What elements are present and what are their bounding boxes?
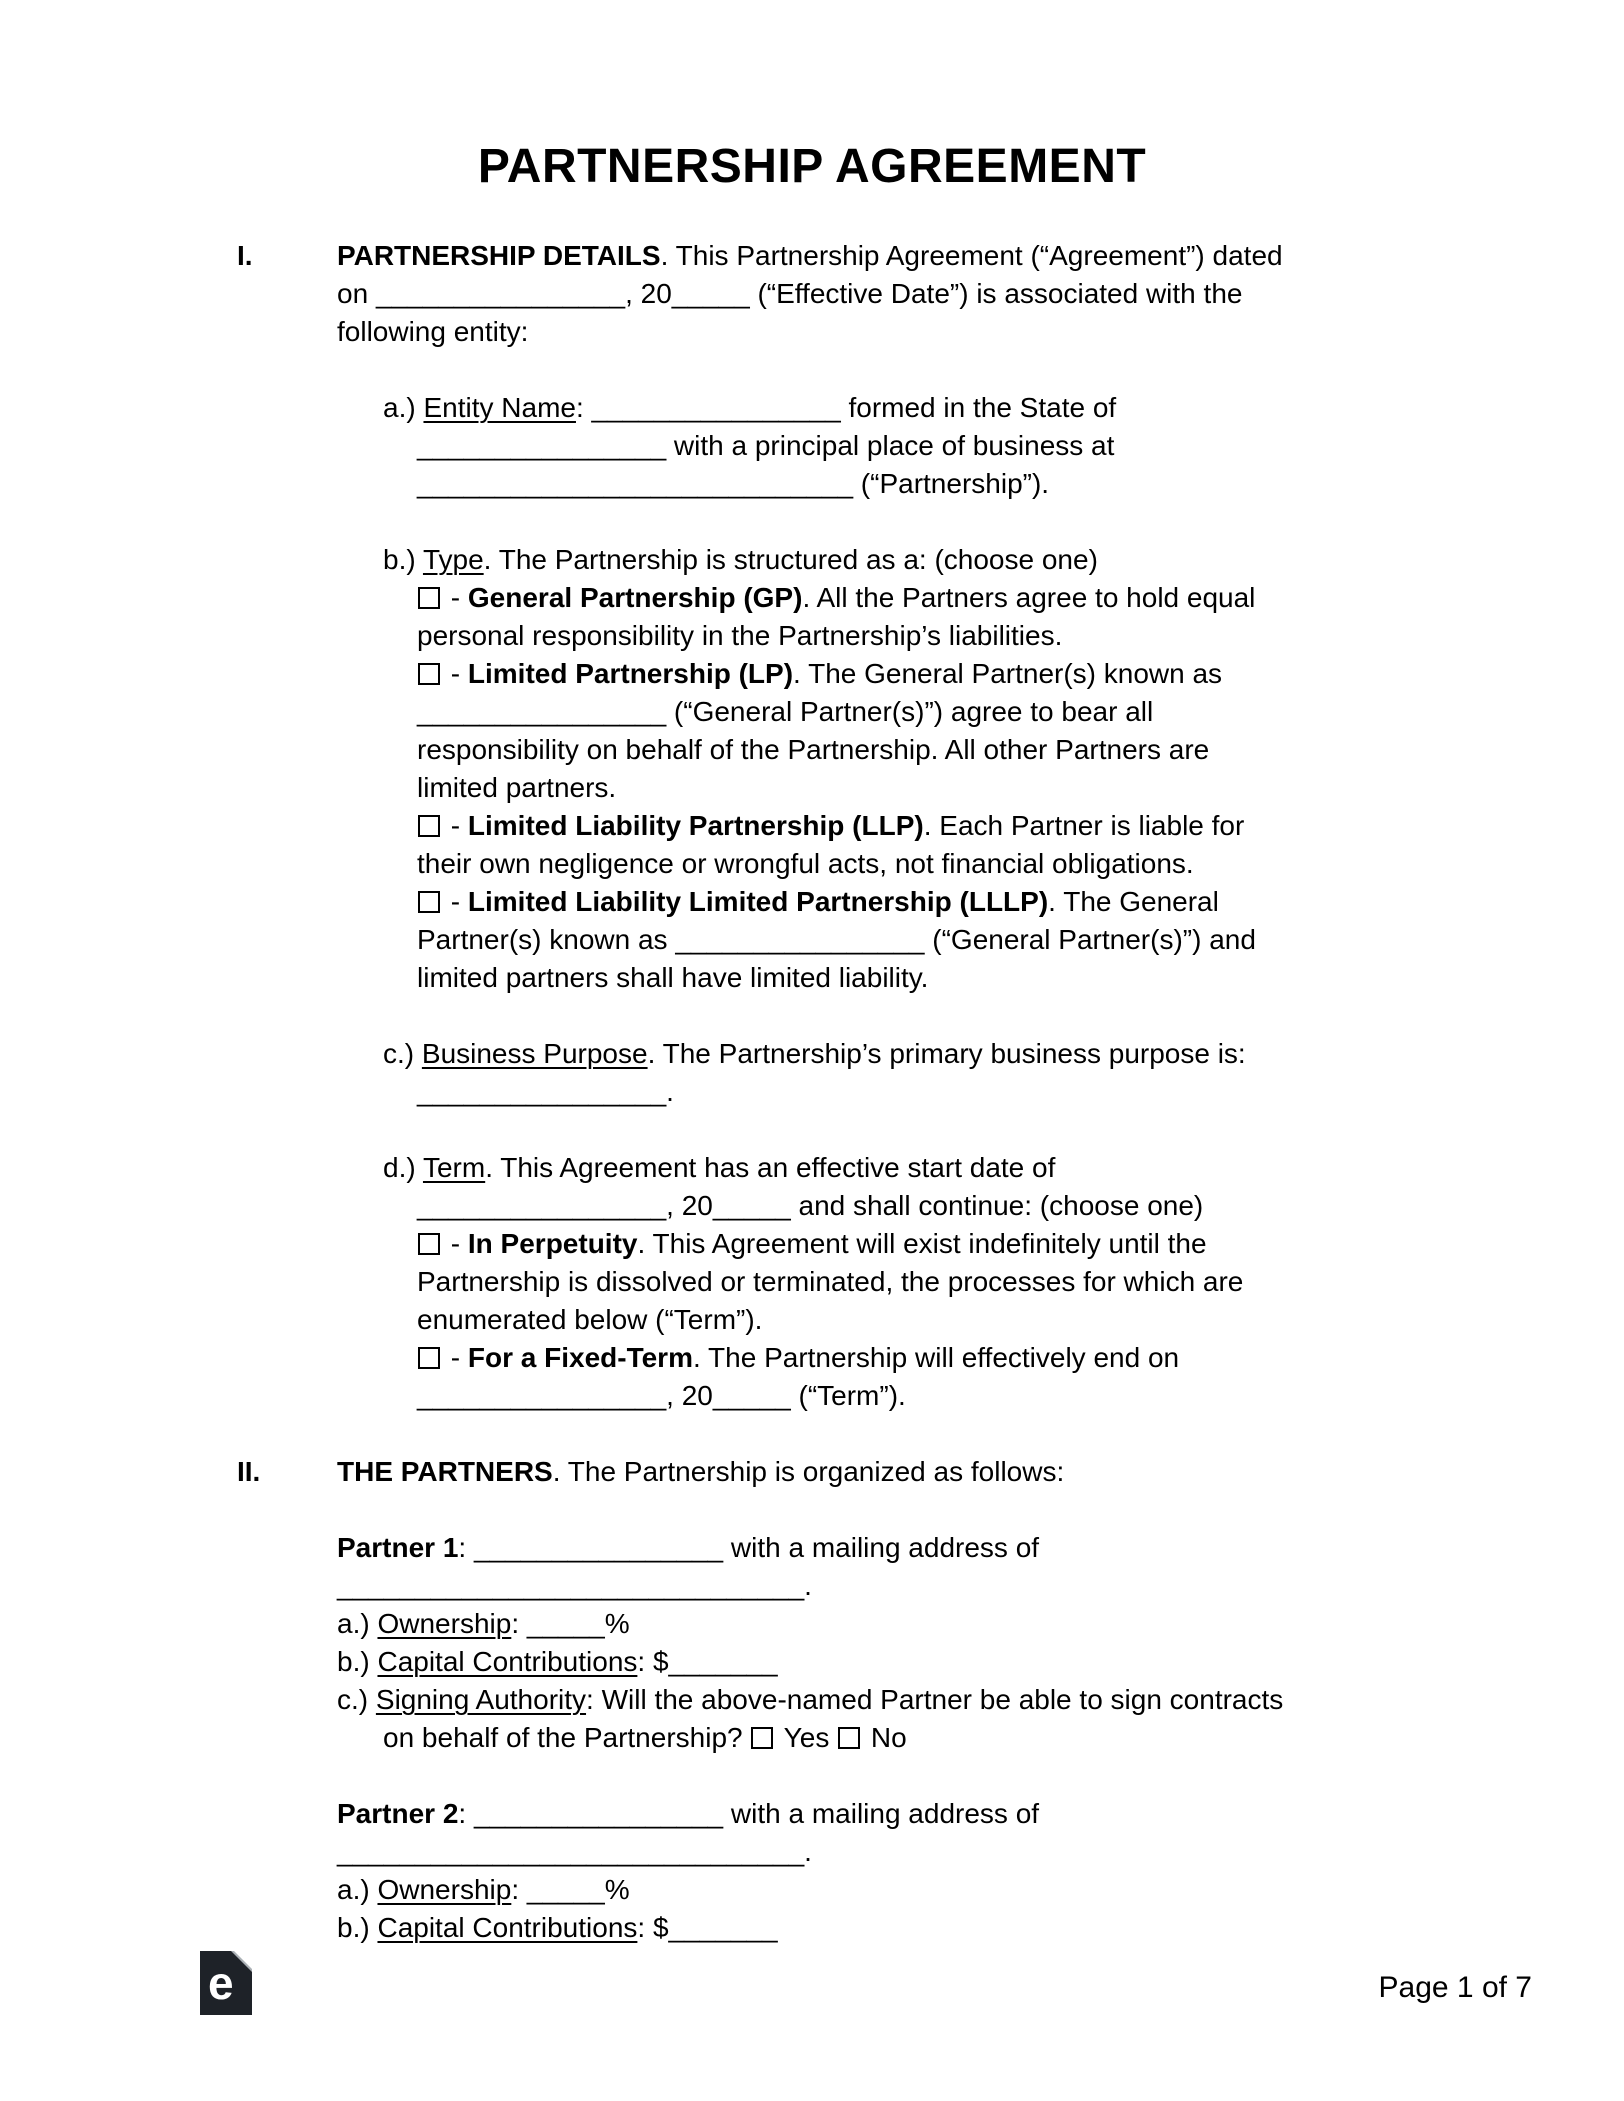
section-number: II. — [237, 1456, 261, 1487]
document-line — [417, 883, 1477, 921]
eforms-logo — [200, 1951, 252, 2015]
text-run: , 20 — [666, 1190, 713, 1221]
blank-field[interactable]: _______ — [668, 1646, 778, 1677]
text-run: : — [458, 1532, 474, 1563]
text-run: enumerated below (“Term”). — [417, 1304, 763, 1335]
text-run: limited partners. — [417, 772, 617, 803]
text-run: with a mailing address of — [723, 1532, 1040, 1563]
text-run: (“Effective Date”) is associated with the — [749, 278, 1243, 309]
checkbox-icon[interactable] — [838, 1727, 860, 1749]
text-run: THE PARTNERS — [337, 1456, 553, 1487]
document-line — [383, 389, 1477, 427]
document-line — [417, 1073, 1477, 1111]
document-title: PARTNERSHIP AGREEMENT — [477, 140, 1147, 193]
text-run: : — [511, 1874, 527, 1905]
text-run: : $ — [637, 1912, 669, 1943]
text-run: Limited Liability Partnership (LLP) — [467, 810, 924, 841]
blank-field[interactable]: _______ — [668, 1912, 778, 1943]
text-run: - — [443, 582, 468, 613]
text-run: - — [443, 1228, 468, 1259]
blank-field[interactable]: _____ — [671, 278, 750, 309]
text-run: : — [458, 1798, 474, 1829]
text-run: on — [337, 278, 376, 309]
text-run: Type — [422, 544, 484, 575]
blank-field[interactable]: ________________ — [417, 1190, 667, 1221]
blank-field[interactable]: ________________ — [417, 1076, 667, 1107]
document-line — [417, 769, 1477, 807]
blank-field[interactable]: ________________ — [417, 1380, 667, 1411]
text-run: General Partnership (GP) — [467, 582, 803, 613]
document-line — [417, 1339, 1477, 1377]
checkbox-icon[interactable] — [418, 815, 440, 837]
document-line — [337, 1605, 1477, 1643]
document-line — [237, 1453, 1477, 1491]
text-run: (“General Partner(s)”) agree to bear all — [666, 696, 1154, 727]
text-run: Partner(s) known as — [417, 924, 676, 955]
text-run: % — [604, 1608, 630, 1639]
blank-field[interactable]: ______________________________ — [337, 1570, 805, 1601]
document-line — [417, 731, 1477, 769]
document-line — [237, 237, 1477, 275]
text-run: - — [443, 886, 468, 917]
document-line — [383, 1035, 1477, 1073]
text-run: , 20 — [625, 278, 672, 309]
text-run: PARTNERSHIP DETAILS — [337, 240, 661, 271]
text-run: . This Partnership Agreement (“Agreement”) dated — [660, 240, 1283, 271]
blank-field[interactable]: ________________ — [375, 278, 626, 309]
text-run: b.) — [383, 544, 423, 575]
text-run: a.) — [383, 392, 424, 423]
page-number: Page 1 of 7 — [1378, 1971, 1532, 2004]
document-line — [417, 807, 1477, 845]
paragraph-type — [337, 541, 1477, 997]
text-run: (“General Partner(s)”) and — [924, 924, 1256, 955]
checkbox-icon[interactable] — [751, 1727, 773, 1749]
document-line — [337, 275, 1477, 313]
text-run: personal responsibility in the Partnership’s liabilities. — [417, 620, 1063, 651]
text-run: % — [604, 1874, 630, 1905]
text-run: : — [575, 392, 592, 423]
document-line — [417, 1377, 1477, 1415]
text-run: with a mailing address of — [723, 1798, 1040, 1829]
text-run: , 20 — [666, 1380, 713, 1411]
document-line — [417, 959, 1477, 997]
text-run: . The General Partner(s) known as — [793, 658, 1223, 689]
text-run: . This Agreement has an effective start date of — [485, 1152, 1056, 1183]
text-run: Ownership — [377, 1874, 512, 1905]
text-run: and shall continue: (choose one) — [790, 1190, 1204, 1221]
text-run: responsibility on behalf of the Partnership. All other Partners are — [417, 734, 1210, 765]
document-line — [337, 1833, 1477, 1871]
text-run: : — [511, 1608, 527, 1639]
text-run: No — [863, 1722, 907, 1753]
text-run: - — [443, 1342, 468, 1373]
document-line — [417, 617, 1477, 655]
text-run: . — [666, 1076, 674, 1107]
text-run: formed in the State of — [840, 392, 1117, 423]
blank-field[interactable]: ____________________________ — [417, 468, 854, 499]
text-run: : $ — [637, 1646, 669, 1677]
page-fold-icon — [234, 1951, 252, 1969]
blank-field[interactable]: ________________ — [417, 696, 667, 727]
paragraph-section-ii-intro — [237, 1453, 1477, 1491]
blank-field[interactable]: ________________ — [675, 924, 925, 955]
document-line — [383, 541, 1477, 579]
document-line — [417, 579, 1477, 617]
blank-field[interactable]: _____ — [712, 1380, 791, 1411]
blank-field[interactable]: ________________ — [473, 1532, 724, 1563]
blank-field[interactable]: _____ — [526, 1874, 605, 1905]
text-run: . The Partnership’s primary business purpose is: — [647, 1038, 1246, 1069]
document-line — [417, 693, 1477, 731]
checkbox-icon[interactable] — [418, 1233, 440, 1255]
document-line — [337, 1795, 1477, 1833]
text-run: d.) — [383, 1152, 423, 1183]
document-line — [417, 921, 1477, 959]
text-run: Partnership is dissolved or terminated, the processes for which are — [417, 1266, 1244, 1297]
text-run: Business Purpose — [421, 1038, 648, 1069]
paragraph-partner-1 — [337, 1529, 1477, 1757]
text-run: Entity Name — [423, 392, 576, 423]
text-run: Partner 1 — [337, 1532, 459, 1563]
document-line — [417, 427, 1477, 465]
text-run: on behalf of the Partnership? — [383, 1722, 751, 1753]
document-line — [337, 313, 1477, 351]
text-run: Signing Authority — [375, 1684, 587, 1715]
paragraph-entity-name — [337, 389, 1477, 503]
checkbox-icon[interactable] — [418, 587, 440, 609]
document-line — [337, 1567, 1477, 1605]
text-run: . All the Partners agree to hold equal — [802, 582, 1256, 613]
text-run: Limited Partnership (LP) — [467, 658, 794, 689]
text-run: For a Fixed-Term — [467, 1342, 693, 1373]
blank-field[interactable]: ______________________________ — [337, 1836, 805, 1867]
text-run: Term — [422, 1152, 486, 1183]
logo-letter: e — [208, 1957, 234, 2009]
document-line — [417, 1225, 1477, 1263]
text-run: In Perpetuity — [467, 1228, 638, 1259]
text-run: b.) — [337, 1646, 378, 1677]
document-line — [417, 1301, 1477, 1339]
document-line — [383, 1149, 1477, 1187]
text-run: . The General — [1048, 886, 1219, 917]
document-body — [237, 237, 1477, 1947]
checkbox-icon[interactable] — [418, 1347, 440, 1369]
text-run: - — [443, 810, 468, 841]
paragraph-section-i-intro — [237, 237, 1477, 351]
blank-field[interactable]: ________________ — [417, 430, 667, 461]
text-run: limited partners shall have limited liability. — [417, 962, 929, 993]
document-line — [417, 465, 1477, 503]
text-run: . This Agreement will exist indefinitely until the — [637, 1228, 1207, 1259]
text-run: Capital Contributions — [377, 1646, 638, 1677]
text-run: Yes — [776, 1722, 838, 1753]
text-run: . — [804, 1836, 812, 1867]
blank-field[interactable]: ________________ — [473, 1798, 724, 1829]
document-line — [337, 1643, 1477, 1681]
text-run: . Each Partner is liable for — [923, 810, 1245, 841]
document-line — [417, 655, 1477, 693]
checkbox-icon[interactable] — [418, 663, 440, 685]
text-run: c.) — [337, 1684, 376, 1715]
blank-field[interactable]: _____ — [712, 1190, 791, 1221]
document-line — [417, 845, 1477, 883]
text-run: a.) — [337, 1608, 378, 1639]
text-run: a.) — [337, 1874, 378, 1905]
document-line — [337, 1909, 1477, 1947]
text-run: . The Partnership will effectively end on — [692, 1342, 1180, 1373]
text-run: . The Partnership is organized as follows: — [552, 1456, 1065, 1487]
document-line — [337, 1681, 1477, 1719]
paragraph-business-purpose — [337, 1035, 1477, 1111]
text-run: : Will the above-named Partner be able to sign contracts — [586, 1684, 1284, 1715]
document-line — [337, 1529, 1477, 1567]
checkbox-icon[interactable] — [418, 891, 440, 913]
text-run: Capital Contributions — [377, 1912, 638, 1943]
text-run: - — [443, 658, 468, 689]
text-run: their own negligence or wrongful acts, not financial obligations. — [417, 848, 1194, 879]
text-run: (“Partnership”). — [853, 468, 1050, 499]
text-run: . The Partnership is structured as a: (choose one) — [483, 544, 1098, 575]
paragraph-term — [337, 1149, 1477, 1415]
blank-field[interactable]: ________________ — [591, 392, 841, 423]
text-run: Limited Liability Limited Partnership (LLLP) — [467, 886, 1049, 917]
text-run: (“Term”). — [790, 1380, 906, 1411]
text-run: Ownership — [377, 1608, 512, 1639]
document-line — [417, 1263, 1477, 1301]
text-run: with a principal place of business at — [666, 430, 1115, 461]
text-run: c.) — [383, 1038, 422, 1069]
section-number: I. — [237, 240, 253, 271]
paragraph-partner-2 — [337, 1795, 1477, 1947]
document-line — [337, 1871, 1477, 1909]
document-line — [417, 1187, 1477, 1225]
text-run: Partner 2 — [337, 1798, 459, 1829]
blank-field[interactable]: _____ — [526, 1608, 605, 1639]
text-run: b.) — [337, 1912, 378, 1943]
text-run: following entity: — [337, 316, 529, 347]
document-line — [383, 1719, 1477, 1757]
text-run: . — [804, 1570, 812, 1601]
